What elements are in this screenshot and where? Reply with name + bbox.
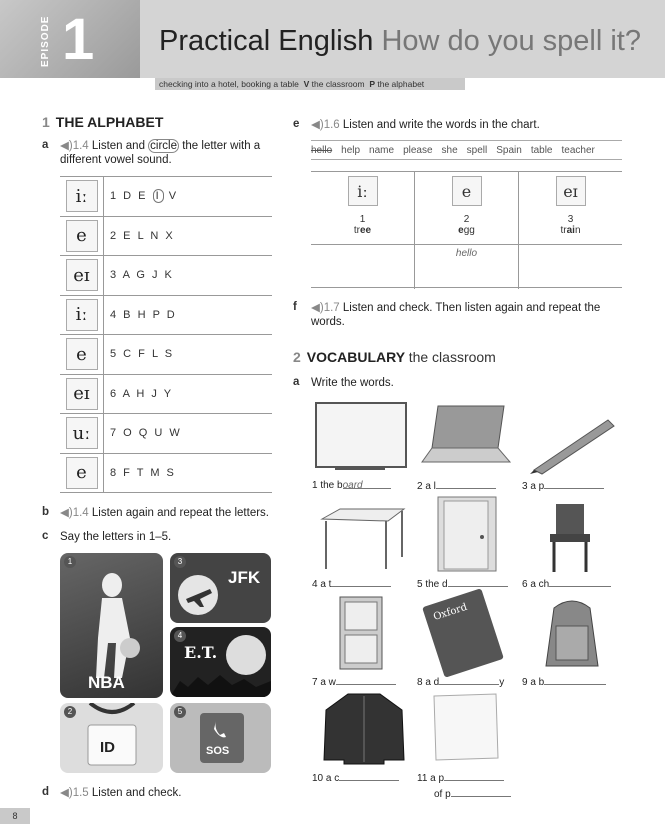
photo-jfk: 3 JFK <box>170 553 271 623</box>
word-item: spell <box>466 144 488 156</box>
sos-text: SOS <box>206 745 230 757</box>
table-row <box>60 296 272 336</box>
letters-row-7[interactable]: 7 O Q U W <box>110 427 182 440</box>
title-main: Practical English <box>159 25 374 57</box>
phoneme-symbol: uː <box>66 417 98 449</box>
coat-image <box>322 690 406 766</box>
table-row <box>60 454 272 494</box>
exercise-1f-instruction: ◀)1.7 Listen and check. Then listen again and repeat the words. <box>311 302 601 328</box>
exercise-e-label: e <box>293 118 300 130</box>
dictionary-image <box>422 588 504 678</box>
caption-3: 3 a p <box>522 480 604 492</box>
caption-6: 6 a ch <box>522 578 611 590</box>
tag-v-letter: V <box>303 79 310 89</box>
exercise-1d-instruction: ◀)1.5 Listen and check. <box>60 787 182 799</box>
section-2-heading: 2 VOCABULARY the classroom <box>293 349 496 365</box>
letters-row-6[interactable]: 6 A H J Y <box>110 387 174 400</box>
word-item: help <box>341 144 361 156</box>
tag-hotel: checking into a hotel, booking a table <box>159 79 299 89</box>
phoneme-symbol: eɪ <box>66 378 98 410</box>
et-text: E.T. <box>184 643 218 662</box>
caption-4: 4 a t <box>312 578 391 590</box>
tag-p-letter: P <box>369 79 375 89</box>
letters-row-1[interactable]: 1 D E I V <box>110 190 179 203</box>
alphabet-table <box>60 176 272 492</box>
exercise-1b-instruction: ◀)1.4 Listen again and repeat the letters. <box>60 507 269 519</box>
caption-11-line2: of p <box>434 788 511 800</box>
word-item: please <box>403 144 433 156</box>
episode-block <box>0 0 140 78</box>
phoneme-symbol: iː <box>66 180 98 212</box>
chart-column-3: eɪ 3 train <box>519 172 622 289</box>
photo-sos: 5 SOS <box>170 703 271 773</box>
word-item: table <box>530 144 553 156</box>
chart-column-1: iː 1 tree <box>311 172 415 289</box>
phoneme-symbol: eɪ <box>66 259 98 291</box>
phoneme-symbol: e <box>66 457 98 489</box>
letters-row-2[interactable]: 2 E L N X <box>110 229 175 242</box>
header-band <box>0 0 665 78</box>
letters-row-4[interactable]: 4 B H P D <box>110 308 177 321</box>
caption-2: 2 a l <box>417 480 496 492</box>
word-item: teacher <box>561 144 595 156</box>
tag-bar <box>155 78 465 90</box>
exercise-f-label: f <box>293 301 297 313</box>
letters-row-5[interactable]: 5 C F L S <box>110 348 175 361</box>
table-row <box>60 177 272 217</box>
audio-icon[interactable]: ◀) <box>311 302 324 314</box>
letters-row-8[interactable]: 8 F T M S <box>110 466 176 479</box>
word-item: hello <box>311 144 333 156</box>
photo-id: 2 ID <box>60 703 163 773</box>
board-image <box>315 402 407 472</box>
caption-7: 7 a w <box>312 676 396 688</box>
page-title <box>159 25 641 58</box>
chart-column-2: e 2 egg hello <box>415 172 519 289</box>
exercise-c-label: c <box>42 530 49 542</box>
caption-5: 5 the d <box>417 578 508 590</box>
nba-text: NBA <box>88 673 125 692</box>
sound-chart <box>311 171 622 288</box>
door-image <box>436 495 498 573</box>
exercise-b-label: b <box>42 506 50 518</box>
table-row <box>60 335 272 375</box>
jfk-text: JFK <box>228 568 261 587</box>
tag-p-text: the alphabet <box>377 79 425 89</box>
exercise-d-label: d <box>42 786 50 798</box>
audio-icon[interactable]: ◀) <box>60 140 73 152</box>
caption-1: 1 the board <box>312 480 391 491</box>
table-row <box>60 414 272 454</box>
table-image <box>318 505 406 573</box>
episode-label: EPISODE <box>40 15 51 67</box>
page-number: 8 <box>0 808 30 824</box>
table-row <box>60 256 272 296</box>
photo-et: 4 E.T. <box>170 627 271 697</box>
caption-9: 9 a b <box>522 676 606 688</box>
exercise-1e-instruction: ◀)1.6 Listen and write the words in the chart. <box>311 119 540 131</box>
exercise-1c-instruction: Say the letters in 1–5. <box>60 531 172 543</box>
episode-number: 1 <box>62 7 95 72</box>
table-row <box>60 375 272 415</box>
caption-10: 10 a c <box>312 772 399 784</box>
phoneme-symbol: iː <box>66 299 98 331</box>
audio-icon[interactable]: ◀) <box>60 507 73 519</box>
phoneme-symbol: e <box>66 338 98 370</box>
table-row <box>60 217 272 257</box>
exercise-1a-instruction: ◀)1.4 Listen and circle the letter with a different vowel sound. <box>60 140 261 166</box>
chart-answer[interactable]: hello <box>455 248 478 259</box>
word-list <box>311 140 622 160</box>
word-item: she <box>441 144 458 156</box>
bag-image <box>540 596 604 672</box>
photo-nba: 1 NBA <box>60 553 163 698</box>
title-sub: How do you spell it? <box>381 25 641 57</box>
tag-v-text: the classroom <box>311 79 365 89</box>
dictionary-title: Oxford <box>432 601 469 623</box>
laptop-image <box>420 402 512 472</box>
chair-image <box>546 500 596 574</box>
exercise-a-label: a <box>42 139 49 151</box>
exercise-2a-instruction: Write the words. <box>311 377 394 389</box>
phoneme-symbol: e <box>66 220 98 252</box>
pen-image <box>528 410 618 476</box>
word-item: Spain <box>496 144 522 156</box>
audio-icon[interactable]: ◀) <box>311 119 324 131</box>
id-text: ID <box>100 739 115 756</box>
letters-row-3[interactable]: 3 A G J K <box>110 269 174 282</box>
caption-8: 8 a d y <box>417 677 505 688</box>
caption-11: 11 a p <box>417 772 504 784</box>
paper-image <box>430 692 502 764</box>
section-1-heading: 1 THE ALPHABET <box>42 114 164 130</box>
exercise-2a-label: a <box>293 376 300 388</box>
window-image <box>338 595 384 671</box>
word-item: name <box>369 144 395 156</box>
audio-icon[interactable]: ◀) <box>60 787 73 799</box>
